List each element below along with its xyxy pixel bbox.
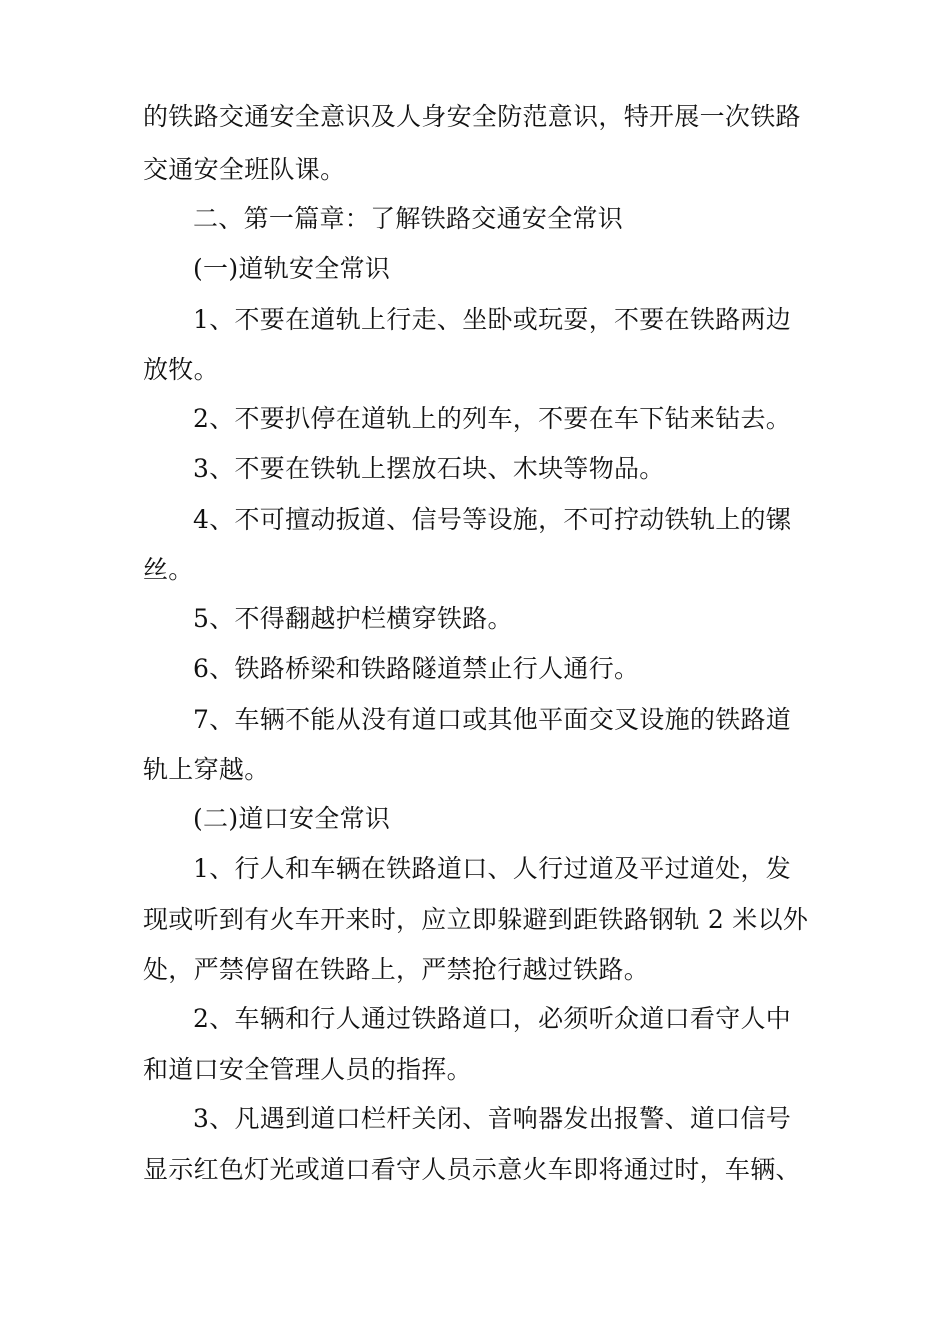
list-item: 1、不要在道轨上行走、坐卧或玩耍，不要在铁路两边 — [193, 305, 792, 334]
list-item-continuation: 现或听到有火车开来时，应立即躲避到距铁路钢轨 2 米以外 — [143, 905, 809, 934]
subsection-heading: (一)道轨安全常识 — [193, 254, 391, 283]
list-item-continuation: 丝。 — [143, 555, 194, 584]
list-item-continuation: 和道口安全管理人员的指挥。 — [143, 1055, 472, 1084]
list-item: 5、不得翻越护栏横穿铁路。 — [193, 604, 513, 633]
list-item-continuation: 放牧。 — [143, 355, 219, 384]
paragraph-line: 的铁路交通安全意识及人身安全防范意识，特开展一次铁路 — [143, 102, 801, 131]
paragraph-line: 交通安全班队课。 — [143, 155, 346, 184]
list-item: 3、不要在铁轨上摆放石块、木块等物品。 — [193, 454, 665, 483]
section-heading: 二、第一篇章：了解铁路交通安全常识 — [193, 204, 624, 233]
list-item: 6、铁路桥梁和铁路隧道禁止行人通行。 — [193, 654, 640, 683]
list-item-continuation: 轨上穿越。 — [143, 755, 270, 784]
list-item: 7、车辆不能从没有道口或其他平面交叉设施的铁路道 — [193, 705, 792, 734]
list-item: 1、行人和车辆在铁路道口、人行过道及平过道处，发 — [193, 854, 792, 883]
subsection-heading: (二)道口安全常识 — [193, 804, 391, 833]
list-item: 3、凡遇到道口栏杆关闭、音响器发出报警、道口信号 — [193, 1104, 792, 1133]
list-item: 4、不可擅动扳道、信号等设施，不可拧动铁轨上的镙 — [193, 505, 792, 534]
list-item: 2、不要扒停在道轨上的列车，不要在车下钻来钻去。 — [193, 404, 792, 433]
list-item-continuation: 处，严禁停留在铁路上，严禁抢行越过铁路。 — [143, 955, 650, 984]
list-item-continuation: 显示红色灯光或道口看守人员示意火车即将通过时，车辆、 — [143, 1155, 801, 1184]
list-item: 2、车辆和行人通过铁路道口，必须听众道口看守人中 — [193, 1004, 792, 1033]
